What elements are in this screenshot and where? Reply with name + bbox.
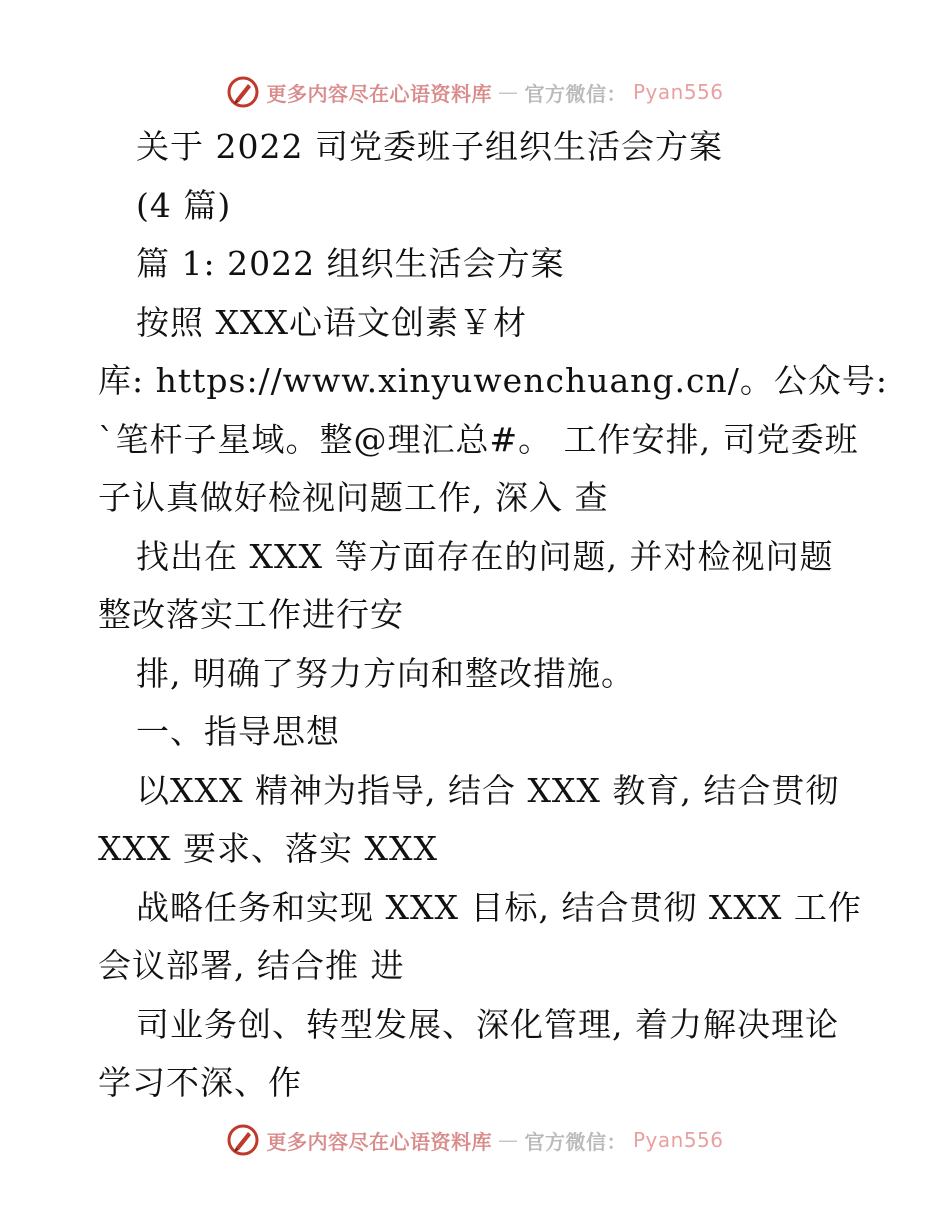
banner-dash: — [497,80,519,104]
doc-line: XXX 要求、落实 XXX [98,829,438,868]
doc-line: 会议部署, 结合推 进 [98,946,405,985]
banner-main-text: 更多内容尽在心语资料库 [266,1129,492,1154]
document-body [98,118,888,1113]
banner-wechat-label: 官方微信： [524,81,627,106]
pen-logo-icon [226,1123,260,1157]
footer-banner [0,1118,950,1162]
doc-line: 司业务创、转型发展、深化管理, 着力解决理论 [136,1004,839,1044]
pen-logo-icon [226,75,260,109]
doc-line: `笔杆子星域。整@理汇总#。 工作安排, 司党委班 [98,419,859,459]
doc-line: 以XXX 精神为指导, 结合 XXX 教育, 结合贯彻 [136,770,840,810]
doc-line: 关于 2022 司党委班子组织生活会方案 [136,127,723,166]
doc-line: 排, 明确了努力方向和整改措施。 [136,653,635,693]
doc-line: 库: https://www.xinyuwenchuang.cn/。公众号: [98,361,888,400]
banner-wechat-id: Pyan556 [632,1128,724,1152]
doc-line: 篇 1: 2022 组织生活会方案 [136,244,565,283]
banner-wechat-label: 官方微信： [524,1129,627,1154]
doc-line: 学习不深、作 [98,1063,302,1102]
doc-line: 一、指导思想 [136,712,340,751]
doc-line: 子认真做好检视问题工作, 深入 查 [98,478,609,517]
doc-line: 找出在 XXX 等方面存在的问题, 并对检视问题 [136,536,834,576]
doc-line: 按照 XXX心语文创素￥材 [136,302,527,342]
doc-line: 战略任务和实现 XXX 目标, 结合贯彻 XXX 工作 [136,887,862,927]
banner-wechat-id: Pyan556 [632,80,724,104]
doc-line: 整改落实工作进行安 [98,595,404,634]
header-banner [0,70,950,114]
banner-main-text: 更多内容尽在心语资料库 [266,81,492,106]
banner-dash: — [497,1128,519,1152]
doc-line: (4 篇) [136,185,232,225]
